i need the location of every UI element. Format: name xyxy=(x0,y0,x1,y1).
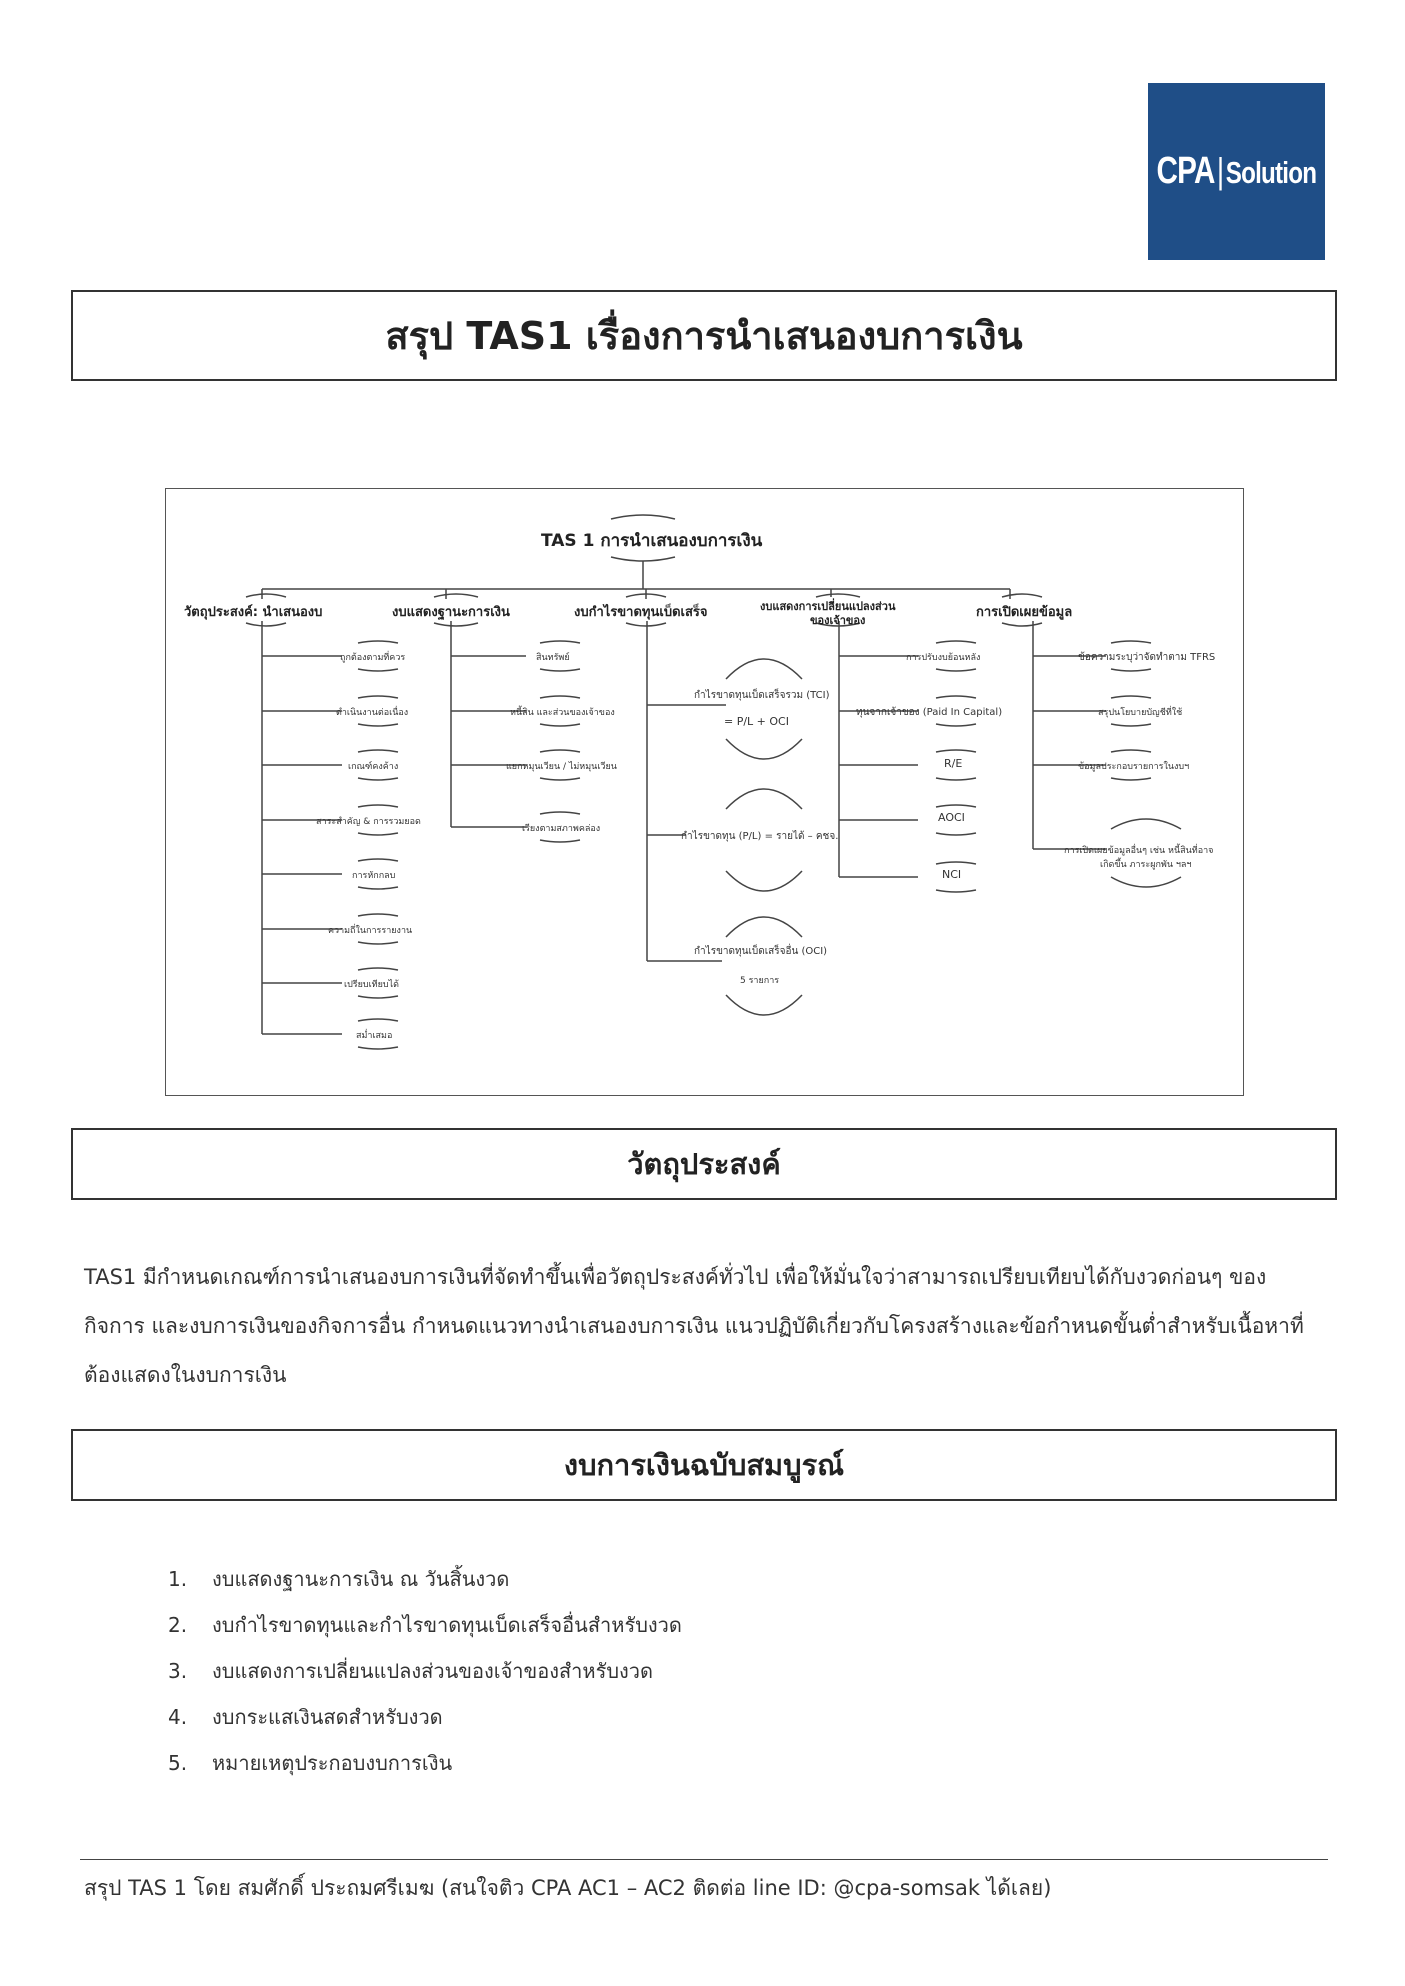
list-item xyxy=(168,1648,682,1694)
list-item-text: งบกระแสเงินสดสำหรับงวด xyxy=(212,1705,443,1729)
list-item-number: 2. xyxy=(168,1613,188,1637)
list-item-text: งบแสดงการเปลี่ยนแปลงส่วนของเจ้าของสำหรับงวด xyxy=(212,1659,654,1683)
branch-objective-label: วัตถุประสงค์: นำเสนองบ xyxy=(184,605,323,620)
leaf-retrospective: การปรับงบย้อนหลัง xyxy=(906,653,981,663)
leaf-fair-presentation: ถูกต้องตามที่ควร xyxy=(340,653,406,663)
list-item xyxy=(168,1556,682,1602)
leaf-accounting-policies: สรุปนโยบายบัญชีที่ใช้ xyxy=(1098,708,1183,718)
branch-disclosure-label: การเปิดเผยข้อมูล xyxy=(976,605,1073,620)
leaf-assets: สินทรัพย์ xyxy=(536,653,570,663)
leaf-going-concern: ดำเนินงานต่อเนื่อง xyxy=(336,708,409,718)
leaf-liquidity-order: เรียงตามสภาพคล่อง xyxy=(522,824,601,834)
leaf-nci: NCI xyxy=(942,868,962,881)
footer-text: สรุป TAS 1 โดย สมศักดิ์ ประถมศรีเมฆ (สนใจติว CPA AC1 – AC2 ติดต่อ line ID: @cpa-somsak ได้เลย) xyxy=(84,1876,1052,1900)
page-title-box xyxy=(71,290,1337,381)
leaf-retained-earnings: R/E xyxy=(944,757,963,770)
leaf-accrual-basis: เกณฑ์คงค้าง xyxy=(348,762,399,772)
diagram-root-label: TAS 1 การนำเสนองบการเงิน xyxy=(541,531,763,551)
objective-line-1: TAS1 มีกำหนดเกณฑ์การนำเสนองบการเงินที่จัดทำขึ้นเพื่อวัตถุประสงค์ทั่วไป เพื่อให้มั่นใจว่าสามารถเปรียบเทียบได้กับงวดก่อนๆ ของ xyxy=(84,1265,1267,1289)
leaf-other-disclosures-line2: เกิดขึ้น ภาระผูกพัน ฯลฯ xyxy=(1100,860,1192,870)
logo-separator: | xyxy=(1217,150,1224,191)
logo-solution: Solution xyxy=(1225,155,1317,190)
footer-divider xyxy=(80,1859,1328,1860)
list-item xyxy=(168,1602,682,1648)
complete-statements-heading-box xyxy=(71,1429,1337,1501)
list-item xyxy=(168,1740,682,1786)
logo-cpa: CPA xyxy=(1156,150,1215,192)
objective-heading-box xyxy=(71,1128,1337,1200)
objective-paragraph xyxy=(84,1253,1334,1400)
leaf-liabilities-equity: หนี้สิน และส่วนของเจ้าของ xyxy=(510,708,615,718)
leaf-tci-formula: = P/L + OCI xyxy=(724,715,789,728)
objective-line-2: กิจการ และงบการเงินของกิจการอื่น กำหนดแนวทางนำเสนองบการเงิน แนวปฏิบัติเกี่ยวกับโครงสร้างและข้อกำหนดขั้นต่ำสำหรับเนื้อหาที่ xyxy=(84,1314,1304,1338)
leaf-current-noncurrent: แยกหมุนเวียน / ไม่หมุนเวียน xyxy=(506,762,617,772)
list-item-number: 1. xyxy=(168,1567,188,1591)
leaf-reporting-frequency: ความถี่ในการรายงาน xyxy=(328,926,413,936)
leaf-comparative: เปรียบเทียบได้ xyxy=(344,980,399,990)
tas1-mindmap-diagram xyxy=(165,488,1244,1096)
mindmap-lines xyxy=(166,489,1245,1097)
list-item-text: งบแสดงฐานะการเงิน ณ วันสิ้นงวด xyxy=(212,1567,510,1591)
leaf-oci: กำไรขาดทุนเบ็ดเสร็จอื่น (OCI) xyxy=(694,946,828,957)
page-title: สรุป TAS1 เรื่องการนำเสนองบการเงิน xyxy=(385,314,1023,358)
branch-changes-in-equity-label: งบแสดงการเปลี่ยนแปลงส่วน xyxy=(760,600,896,613)
branch-comprehensive-income-label: งบกำไรขาดทุนเบ็ดเสร็จ xyxy=(574,605,708,620)
complete-statements-heading: งบการเงินฉบับสมบูรณ์ xyxy=(563,1448,845,1482)
leaf-paid-in-capital: ทุนจากเจ้าของ (Paid In Capital) xyxy=(856,707,1003,718)
leaf-other-disclosures: การเปิดเผยข้อมูลอื่นๆ เช่น หนี้สินที่อาจ xyxy=(1064,846,1214,856)
list-item-number: 4. xyxy=(168,1705,188,1729)
branch-financial-position-label: งบแสดงฐานะการเงิน xyxy=(392,605,510,620)
leaf-tci: กำไรขาดทุนเบ็ดเสร็จรวม (TCI) xyxy=(694,690,830,701)
leaf-consistency: สม่ำเสมอ xyxy=(356,1031,393,1041)
list-item-number: 3. xyxy=(168,1659,188,1683)
leaf-materiality-aggregation: สาระสำคัญ & การรวมยอด xyxy=(316,817,421,827)
leaf-offsetting: การหักกลบ xyxy=(352,871,396,881)
leaf-supporting-info: ข้อมูลประกอบรายการในงบฯ xyxy=(1078,762,1190,772)
list-item-text: งบกำไรขาดทุนและกำไรขาดทุนเบ็ดเสร็จอื่นสำหรับงวด xyxy=(212,1613,682,1637)
complete-statements-list xyxy=(168,1556,682,1786)
list-item-text: หมายเหตุประกอบงบการเงิน xyxy=(212,1751,453,1775)
leaf-oci-five-items: 5 รายการ xyxy=(740,976,780,986)
leaf-aoci: AOCI xyxy=(938,811,965,824)
objective-line-3: ต้องแสดงในงบการเงิน xyxy=(84,1363,287,1387)
list-item xyxy=(168,1694,682,1740)
list-item-number: 5. xyxy=(168,1751,188,1775)
leaf-tfrs-compliance: ข้อความระบุว่าจัดทำตาม TFRS xyxy=(1078,652,1216,663)
branch-changes-in-equity-label-line2: ของเจ้าของ xyxy=(810,614,866,627)
leaf-profit-loss: กำไรขาดทุน (P/L) = รายได้ – คชจ. xyxy=(681,831,839,842)
objective-heading: วัตถุประสงค์ xyxy=(627,1147,781,1181)
cpa-solution-logo xyxy=(1148,83,1325,260)
